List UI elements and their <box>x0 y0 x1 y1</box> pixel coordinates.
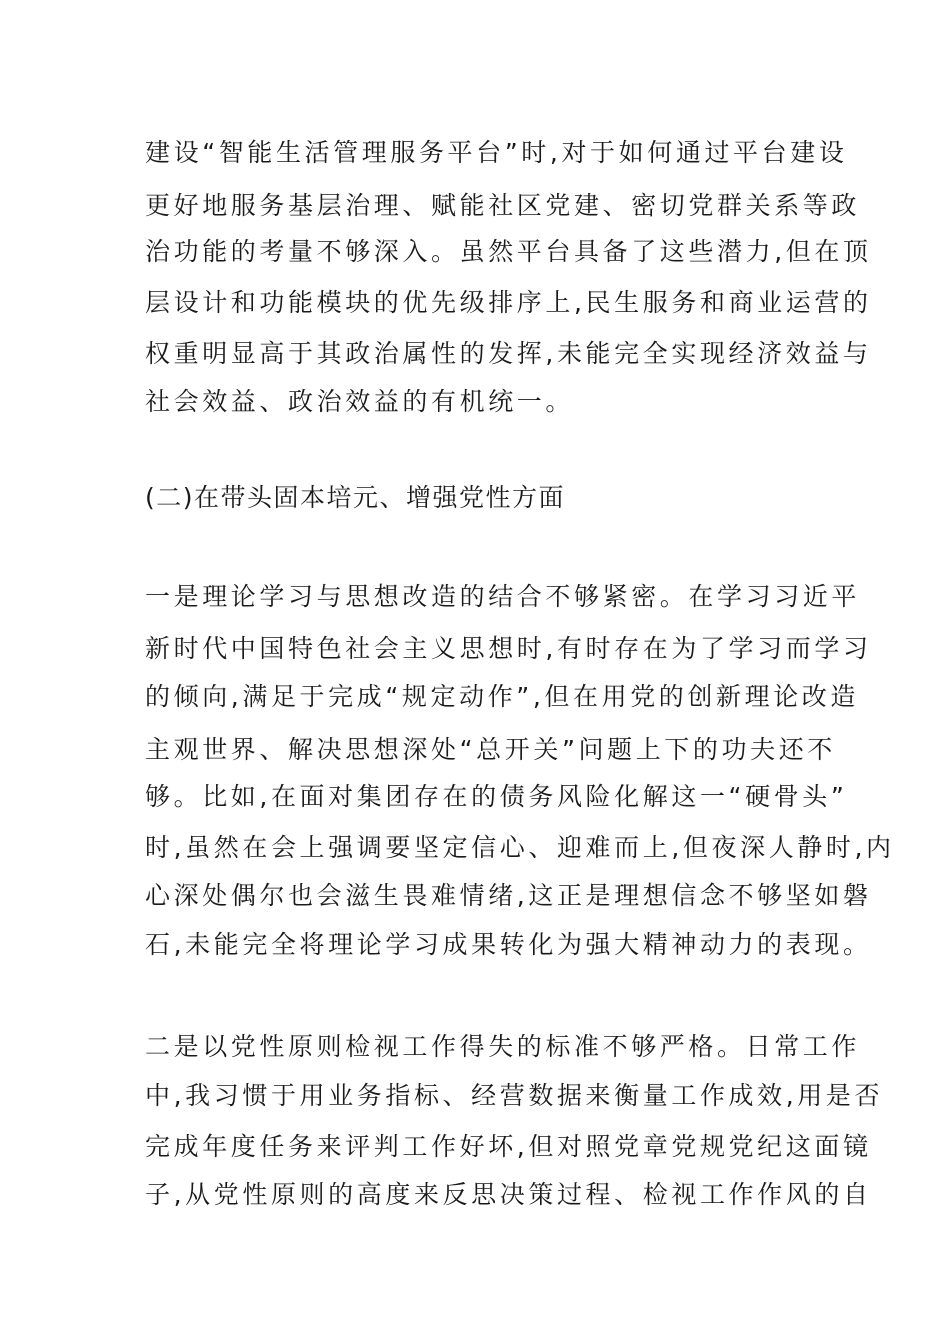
text-line: 时,虽然在会上强调要坚定信心、迎难而上,但夜深人静时,内 <box>145 833 895 862</box>
text-line: 完成年度任务来评判工作好坏,但对照党章党规党纪这面镜 <box>145 1132 872 1161</box>
text-line: 治功能的考量不够深入。虽然平台具备了这些潜力,但在顶 <box>145 237 872 266</box>
text-line: 更好地服务基层治理、赋能社区党建、密切党群关系等政 <box>145 191 861 220</box>
text-line: 心深处偶尔也会滋生畏难情绪,这正是理想信念不够坚如磐 <box>145 881 872 910</box>
text-line: 新时代中国特色社会主义思想时,有时存在为了学习而学习 <box>145 634 872 663</box>
text-line: 子,从党性原则的高度来反思决策过程、检视工作作风的自 <box>145 1180 872 1209</box>
text-line: 的倾向,满足于完成“规定动作”,但在用党的创新理论改造 <box>145 682 859 711</box>
section-heading: (二)在带头固本培元、增强党性方面 <box>145 483 566 512</box>
text-line: 权重明显高于其政治属性的发挥,未能完全实现经济效益与 <box>145 339 872 368</box>
text-line: 石,未能完全将理论学习成果转化为强大精神动力的表现。 <box>145 930 872 959</box>
text-line: 层设计和功能模块的优先级排序上,民生服务和商业运营的 <box>145 288 872 317</box>
text-line: 二是以党性原则检视工作得失的标准不够严格。日常工作 <box>145 1032 861 1061</box>
text-line: 主观世界、解决思想深处“总开关”问题上下的功夫还不 <box>145 735 836 764</box>
text-line: 够。比如,在面对集团存在的债务风险化解这一“硬骨头” <box>145 782 848 811</box>
text-line: 一是理论学习与思想改造的结合不够紧密。在学习习近平 <box>145 582 861 611</box>
text-line: 中,我习惯于用业务指标、经营数据来衡量工作成效,用是否 <box>145 1081 884 1110</box>
text-line: 建设“智能生活管理服务平台”时,对于如何通过平台建设 <box>145 138 848 167</box>
text-line: 社会效益、政治效益的有机统一。 <box>145 387 575 416</box>
